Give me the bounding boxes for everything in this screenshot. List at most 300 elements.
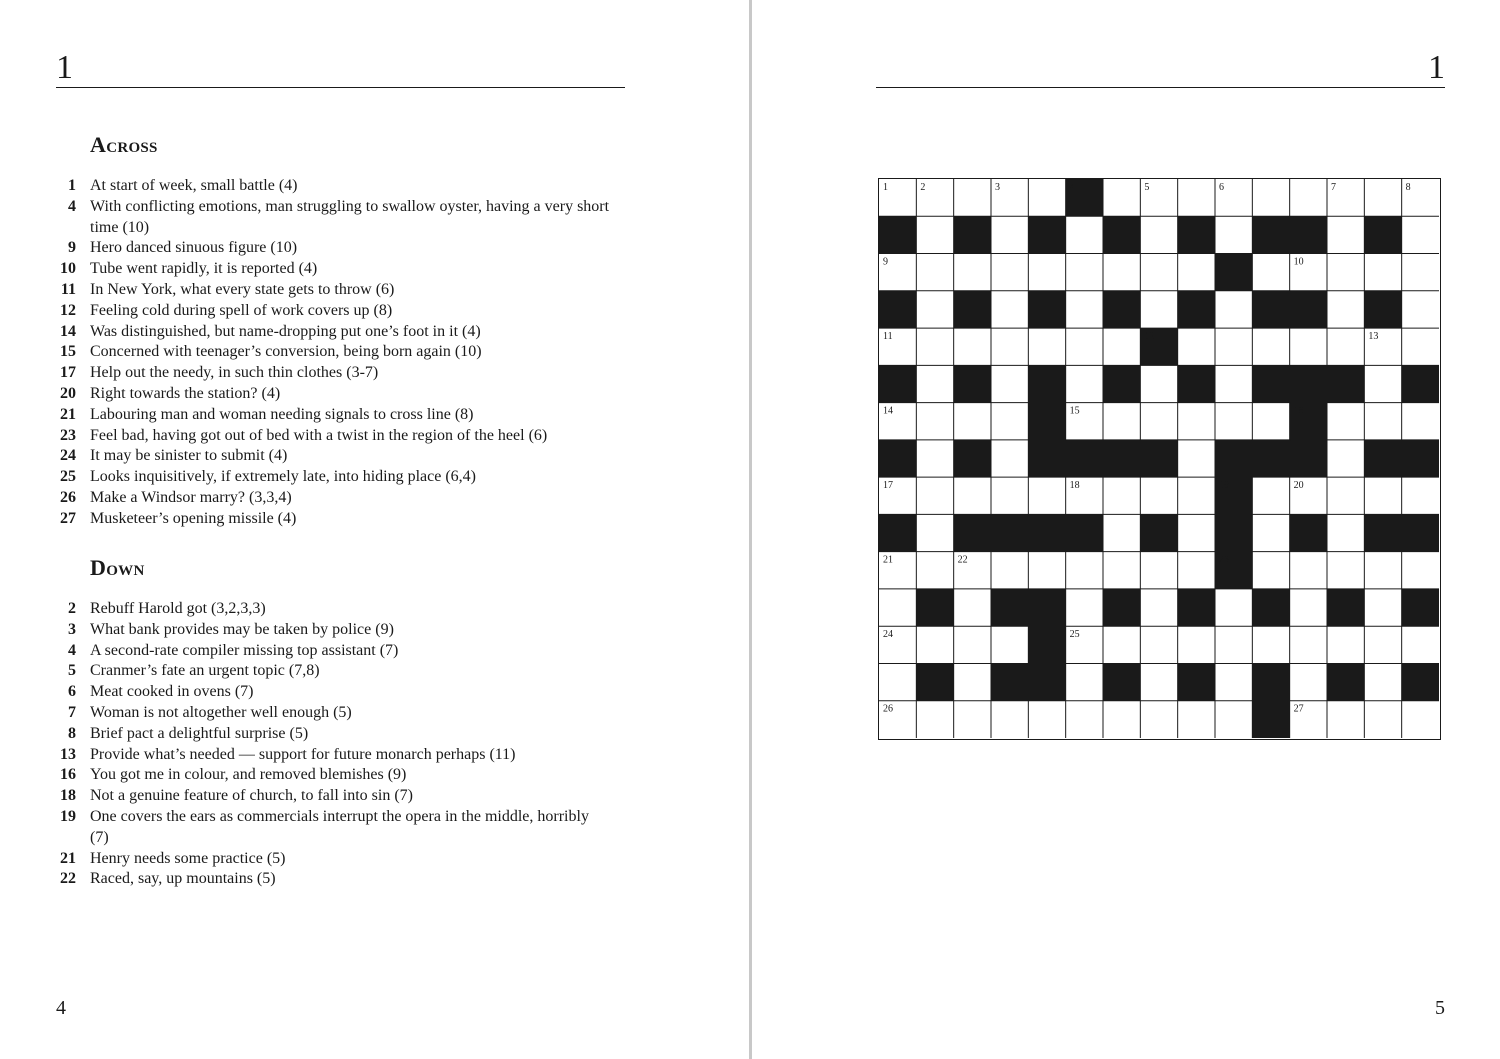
grid-clue-number: 17 — [883, 480, 893, 492]
clue-item — [48, 342, 628, 363]
grid-block — [1252, 365, 1290, 403]
grid-cell[interactable] — [1178, 403, 1216, 441]
grid-cell[interactable] — [1252, 254, 1290, 292]
grid-cell[interactable] — [879, 663, 917, 701]
clue-text: You got me in colour, and removed blemishes (9) — [90, 766, 407, 784]
grid-clue-number: 23 — [1219, 554, 1229, 566]
grid-block — [1178, 663, 1216, 701]
grid-cell[interactable] — [1402, 254, 1439, 292]
grid-cell[interactable] — [1140, 254, 1178, 292]
grid-block — [1327, 589, 1365, 627]
clue-item — [48, 363, 628, 384]
grid-cell[interactable] — [991, 216, 1029, 254]
grid-block — [1402, 440, 1439, 478]
grid-block — [1028, 589, 1066, 627]
grid-clue-number: 26 — [883, 703, 893, 715]
grid-cell[interactable] — [916, 328, 954, 366]
grid-cell[interactable] — [916, 552, 954, 590]
grid-block — [1252, 701, 1290, 738]
grid-block — [1364, 514, 1402, 552]
grid-cell[interactable] — [1215, 365, 1253, 403]
puzzle-number: 1 — [1428, 49, 1445, 86]
clue-text: Cranmer’s fate an urgent topic (7,8) — [90, 662, 320, 680]
clue-number: 15 — [60, 343, 76, 361]
grid-cell[interactable] — [1178, 514, 1216, 552]
grid-block — [1252, 216, 1290, 254]
clue-number: 22 — [60, 870, 76, 888]
grid-cell[interactable] — [1178, 254, 1216, 292]
grid-cell[interactable] — [1290, 663, 1328, 701]
grid-cell[interactable] — [1364, 663, 1402, 701]
clue-item — [48, 446, 628, 467]
grid-cell[interactable] — [1402, 403, 1439, 441]
grid-cell[interactable] — [991, 701, 1029, 738]
grid-cell[interactable] — [1140, 216, 1178, 254]
grid-cell[interactable] — [954, 328, 992, 366]
clue-text: Feel bad, having got out of bed with a twist in the region of the heel (6) — [90, 426, 548, 444]
grid-block — [1103, 589, 1141, 627]
grid-clue-number: 3 — [995, 182, 1000, 193]
grid-cell[interactable] — [991, 254, 1029, 292]
grid-cell[interactable] — [1290, 589, 1328, 627]
clue-item — [48, 405, 628, 426]
grid-clue-number: 22 — [957, 554, 968, 566]
clue-item — [48, 849, 628, 870]
clue-item — [48, 786, 628, 807]
clue-number: 5 — [68, 662, 76, 680]
grid-cell[interactable] — [1327, 254, 1365, 292]
grid-cell[interactable] — [1140, 552, 1178, 590]
grid-cell[interactable] — [1290, 179, 1328, 217]
across-clues — [48, 176, 628, 530]
grid-clue-number: 20 — [1293, 480, 1304, 492]
grid-cell[interactable] — [954, 589, 992, 627]
clue-item — [48, 661, 628, 682]
grid-block — [1364, 440, 1402, 478]
across-heading: Across — [90, 132, 158, 157]
grid-cell[interactable] — [1140, 589, 1178, 627]
clue-text: Tube went rapidly, it is reported (4) — [90, 260, 318, 278]
header-rule — [876, 87, 1445, 88]
grid-clue-number: 25 — [1069, 629, 1080, 641]
clue-text: Henry needs some practice (5) — [90, 849, 286, 867]
grid-block — [1178, 216, 1216, 254]
clue-number: 4 — [68, 641, 76, 659]
clue-number: 3 — [68, 620, 76, 638]
clue-number: 4 — [68, 197, 76, 215]
grid-cell[interactable] — [1364, 626, 1402, 664]
grid-cell[interactable] — [1252, 552, 1290, 590]
grid-cell[interactable] — [1140, 477, 1178, 515]
grid-cell[interactable] — [1215, 626, 1253, 664]
grid-cell[interactable] — [1402, 328, 1439, 366]
clue-text: What bank provides may be taken by police (9) — [90, 620, 394, 638]
grid-cell[interactable] — [991, 626, 1029, 664]
grid-block — [1140, 514, 1178, 552]
grid-cell[interactable] — [1103, 179, 1141, 217]
grid-block — [954, 216, 992, 254]
grid-block — [1103, 440, 1141, 478]
grid-cell[interactable] — [1066, 552, 1104, 590]
grid-cell[interactable] — [1066, 365, 1104, 403]
clue-item — [48, 682, 628, 703]
grid-cell[interactable] — [916, 701, 954, 738]
grid-cell[interactable] — [1140, 663, 1178, 701]
clue-item — [48, 703, 628, 724]
grid-block — [954, 440, 992, 478]
grid-cell[interactable] — [1066, 328, 1104, 366]
grid-block — [1103, 663, 1141, 701]
grid-cell[interactable] — [1327, 291, 1365, 329]
grid-clue-number: 27 — [1293, 703, 1304, 715]
clue-number: 26 — [60, 488, 76, 506]
grid-cell[interactable] — [1252, 477, 1290, 515]
grid-block — [916, 589, 954, 627]
grid-cell[interactable] — [1215, 403, 1253, 441]
grid-block — [1028, 514, 1066, 552]
grid-cell[interactable] — [991, 365, 1029, 403]
grid-cell[interactable] — [1364, 179, 1402, 217]
clue-number: 11 — [60, 280, 76, 298]
grid-cell[interactable] — [991, 552, 1029, 590]
clue-text: Concerned with teenager’s conversion, being born again (10) — [90, 343, 482, 361]
clue-number: 16 — [60, 766, 76, 784]
grid-cell[interactable] — [1327, 403, 1365, 441]
clue-text: Right towards the station? (4) — [90, 384, 281, 402]
grid-cell[interactable] — [1364, 365, 1402, 403]
grid-cell[interactable] — [1364, 254, 1402, 292]
grid-cell[interactable] — [1402, 216, 1439, 254]
grid-cell[interactable] — [916, 440, 954, 478]
grid-cell[interactable] — [1103, 328, 1141, 366]
grid-cell[interactable] — [1215, 216, 1253, 254]
clue-text: Labouring man and woman needing signals to cross line (8) — [90, 405, 474, 423]
grid-block — [954, 365, 992, 403]
grid-cell[interactable] — [1327, 552, 1365, 590]
grid-cell[interactable] — [991, 477, 1029, 515]
clue-number: 19 — [60, 807, 76, 825]
grid-block — [1140, 440, 1178, 478]
grid-cell[interactable] — [1103, 514, 1141, 552]
grid-cell[interactable] — [1215, 589, 1253, 627]
grid-cell[interactable] — [1140, 365, 1178, 403]
grid-cell[interactable] — [1028, 552, 1066, 590]
grid-cell[interactable] — [1103, 626, 1141, 664]
grid-block — [1103, 216, 1141, 254]
grid-cell[interactable] — [1066, 254, 1104, 292]
clue-text: Hero danced sinuous figure (10) — [90, 239, 298, 257]
grid-block — [1327, 663, 1365, 701]
grid-cell[interactable] — [1066, 701, 1104, 738]
grid-cell[interactable] — [1252, 179, 1290, 217]
grid-block — [954, 291, 992, 329]
grid-cell[interactable] — [1103, 477, 1141, 515]
grid-cell[interactable] — [991, 403, 1029, 441]
clue-number: 1 — [68, 177, 76, 194]
grid-cell[interactable] — [991, 328, 1029, 366]
clue-number: 21 — [60, 849, 76, 867]
header-rule — [56, 87, 625, 88]
grid-block — [1290, 514, 1328, 552]
grid-cell[interactable] — [916, 514, 954, 552]
clue-item — [48, 745, 628, 766]
grid-block — [1252, 589, 1290, 627]
grid-cell[interactable] — [916, 626, 954, 664]
grid-cell[interactable] — [1364, 589, 1402, 627]
grid-cell[interactable] — [1402, 701, 1439, 738]
grid-cell[interactable] — [954, 254, 992, 292]
grid-block — [879, 365, 917, 403]
grid-block — [1215, 254, 1253, 292]
grid-cell[interactable] — [954, 477, 992, 515]
grid-cell[interactable] — [1215, 663, 1253, 701]
clue-item — [48, 724, 628, 745]
grid-cell[interactable] — [991, 291, 1029, 329]
grid-cell[interactable] — [1178, 179, 1216, 217]
grid-block — [1028, 440, 1066, 478]
grid-cell[interactable] — [1215, 291, 1253, 329]
clue-item — [48, 322, 628, 343]
grid-cell[interactable] — [1066, 216, 1104, 254]
grid-cell[interactable] — [1028, 179, 1066, 217]
grid-cell[interactable] — [1252, 403, 1290, 441]
grid-cell[interactable] — [1327, 477, 1365, 515]
grid-block — [879, 440, 917, 478]
grid-block — [1364, 216, 1402, 254]
grid-cell[interactable] — [1028, 328, 1066, 366]
grid-cell[interactable] — [954, 663, 992, 701]
grid-cell[interactable] — [916, 254, 954, 292]
grid-cell[interactable] — [1178, 626, 1216, 664]
grid-block — [1178, 291, 1216, 329]
clue-number: 23 — [60, 426, 76, 444]
clue-item — [48, 259, 628, 280]
grid-clue-number: 10 — [1293, 256, 1304, 268]
grid-clue-number: 21 — [883, 554, 893, 566]
grid-cell[interactable] — [916, 365, 954, 403]
grid-block — [1327, 365, 1365, 403]
grid-cell[interactable] — [954, 701, 992, 738]
grid-cell[interactable] — [916, 403, 954, 441]
grid-clue-number: 15 — [1069, 405, 1080, 417]
grid-block — [879, 291, 917, 329]
grid-cell[interactable] — [1402, 291, 1439, 329]
grid-cell[interactable] — [1140, 291, 1178, 329]
grid-cell[interactable] — [1364, 403, 1402, 441]
grid-cell[interactable] — [1327, 440, 1365, 478]
grid-cell[interactable] — [954, 179, 992, 217]
grid-cell[interactable] — [1028, 701, 1066, 738]
clue-text: Make a Windsor marry? (3,3,4) — [90, 488, 292, 506]
clue-number: 24 — [60, 447, 76, 465]
clue-item — [48, 620, 628, 641]
grid-block — [1178, 365, 1216, 403]
grid-cell[interactable] — [1252, 328, 1290, 366]
grid-block — [1178, 589, 1216, 627]
clue-item — [48, 488, 628, 509]
grid-cell[interactable] — [1252, 514, 1290, 552]
grid-cell[interactable] — [1327, 216, 1365, 254]
grid-cell[interactable] — [991, 440, 1029, 478]
grid-cell[interactable] — [916, 477, 954, 515]
grid-block — [991, 514, 1029, 552]
grid-block — [1402, 365, 1439, 403]
left-page — [0, 0, 749, 1059]
grid-cell[interactable] — [1103, 254, 1141, 292]
grid-cell[interactable] — [1066, 663, 1104, 701]
grid-cell[interactable] — [1178, 440, 1216, 478]
grid-clue-number: 19 — [1219, 480, 1229, 492]
grid-block — [1402, 663, 1439, 701]
clue-text: Looks inquisitively, if extremely late, into hiding place (6,4) — [90, 468, 476, 486]
grid-cell[interactable] — [954, 403, 992, 441]
clue-text: In New York, what every state gets to throw (6) — [90, 280, 395, 298]
clue-number: 21 — [60, 405, 76, 423]
grid-clue-number: 14 — [883, 405, 893, 417]
grid-cell[interactable] — [1178, 701, 1216, 738]
grid-cell[interactable] — [1327, 328, 1365, 366]
clue-number: 8 — [68, 724, 76, 742]
clue-text: Brief pact a delightful surprise (5) — [90, 724, 309, 742]
grid-cell[interactable] — [1140, 403, 1178, 441]
clue-item — [48, 238, 628, 259]
grid-block — [1252, 440, 1290, 478]
grid-cell[interactable] — [1364, 477, 1402, 515]
grid-block — [954, 514, 992, 552]
grid-block — [879, 514, 917, 552]
clue-number: 13 — [60, 745, 76, 763]
grid-block — [1290, 216, 1328, 254]
clue-item — [48, 176, 628, 197]
grid-block — [1402, 514, 1439, 552]
clue-item — [48, 426, 628, 447]
grid-block — [1402, 589, 1439, 627]
puzzle-number: 1 — [56, 49, 73, 86]
grid-block — [1103, 365, 1141, 403]
grid-block — [1028, 365, 1066, 403]
clue-item — [48, 807, 628, 849]
grid-clue-number: 1 — [883, 182, 888, 193]
grid-cell[interactable] — [1103, 552, 1141, 590]
grid-clue-number: 2 — [920, 182, 926, 193]
clue-item — [48, 509, 628, 530]
grid-cell[interactable] — [1327, 626, 1365, 664]
grid-cell[interactable] — [1028, 477, 1066, 515]
grid-block — [1290, 440, 1328, 478]
grid-cell[interactable] — [1066, 589, 1104, 627]
clue-text: Meat cooked in ovens (7) — [90, 683, 254, 701]
grid-clue-number: 24 — [883, 629, 893, 641]
grid-clue-number: 18 — [1069, 480, 1080, 492]
grid-cell[interactable] — [916, 291, 954, 329]
grid-block — [991, 589, 1029, 627]
grid-block — [1215, 514, 1253, 552]
grid-cell[interactable] — [1103, 403, 1141, 441]
grid-cell[interactable] — [1252, 626, 1290, 664]
clue-number: 17 — [60, 364, 76, 382]
clue-text: A second-rate compiler missing top assistant (7) — [90, 641, 399, 659]
grid-block — [1028, 403, 1066, 441]
grid-cell[interactable] — [1028, 254, 1066, 292]
clue-number: 14 — [60, 322, 76, 340]
clue-number: 25 — [60, 468, 76, 486]
clue-number: 12 — [60, 301, 76, 319]
clue-text: Raced, say, up mountains (5) — [90, 870, 276, 888]
clue-item — [48, 467, 628, 488]
grid-block — [916, 663, 954, 701]
grid-cell[interactable] — [1215, 701, 1253, 738]
grid-clue-number: 12 — [1144, 331, 1155, 343]
grid-cell[interactable] — [1402, 626, 1439, 664]
grid-clue-number: 13 — [1368, 331, 1379, 343]
grid-cell[interactable] — [1178, 328, 1216, 366]
clue-item — [48, 869, 628, 890]
grid-clue-number: 4 — [1069, 182, 1075, 193]
clue-text: One covers the ears as commercials interrupt the opera in the middle, horribly (7) — [90, 807, 589, 846]
clue-item — [48, 197, 628, 239]
clue-number: 27 — [60, 509, 76, 527]
grid-cell[interactable] — [1140, 701, 1178, 738]
grid-clue-number: 9 — [883, 256, 888, 268]
clue-text: Musketeer’s opening missile (4) — [90, 509, 297, 527]
grid-block — [1252, 663, 1290, 701]
grid-cell[interactable] — [1066, 291, 1104, 329]
down-heading: Down — [90, 555, 145, 580]
grid-cell[interactable] — [1140, 626, 1178, 664]
clue-text: At start of week, small battle (4) — [90, 177, 298, 194]
grid-cell[interactable] — [1364, 552, 1402, 590]
grid-cell[interactable] — [954, 626, 992, 664]
page-number: 5 — [1435, 997, 1445, 1019]
clue-text: Woman is not altogether well enough (5) — [90, 703, 352, 721]
grid-cell[interactable] — [1215, 328, 1253, 366]
grid-cell[interactable] — [1327, 701, 1365, 738]
clue-text: Provide what’s needed — support for future monarch perhaps (11) — [90, 745, 516, 763]
grid-cell[interactable] — [1178, 552, 1216, 590]
clue-number: 20 — [60, 384, 76, 402]
grid-cell[interactable] — [1402, 477, 1439, 515]
grid-cell[interactable] — [1178, 477, 1216, 515]
grid-cell[interactable] — [879, 589, 917, 627]
grid-clue-number: 7 — [1331, 182, 1336, 193]
clue-number: 9 — [68, 239, 76, 257]
grid-block — [1252, 291, 1290, 329]
grid-cell[interactable] — [1290, 626, 1328, 664]
grid-clue-number: 6 — [1219, 182, 1224, 193]
grid-cell[interactable] — [1290, 328, 1328, 366]
clue-item — [48, 765, 628, 786]
crossword-grid-svg — [879, 179, 1439, 738]
grid-block — [1103, 291, 1141, 329]
grid-cell[interactable] — [1327, 514, 1365, 552]
clue-item — [48, 599, 628, 620]
clue-text: It may be sinister to submit (4) — [90, 447, 288, 465]
grid-clue-number: 5 — [1144, 182, 1150, 193]
grid-cell[interactable] — [916, 216, 954, 254]
grid-cell[interactable] — [1364, 701, 1402, 738]
grid-block — [991, 663, 1029, 701]
clue-item — [48, 280, 628, 301]
grid-block — [1290, 291, 1328, 329]
clue-number: 6 — [68, 683, 76, 701]
grid-block — [1028, 291, 1066, 329]
grid-cell[interactable] — [1402, 552, 1439, 590]
grid-cell[interactable] — [1103, 701, 1141, 738]
grid-cell[interactable] — [1290, 552, 1328, 590]
page-number: 4 — [56, 997, 66, 1019]
grid-block — [1290, 365, 1328, 403]
grid-block — [1028, 216, 1066, 254]
